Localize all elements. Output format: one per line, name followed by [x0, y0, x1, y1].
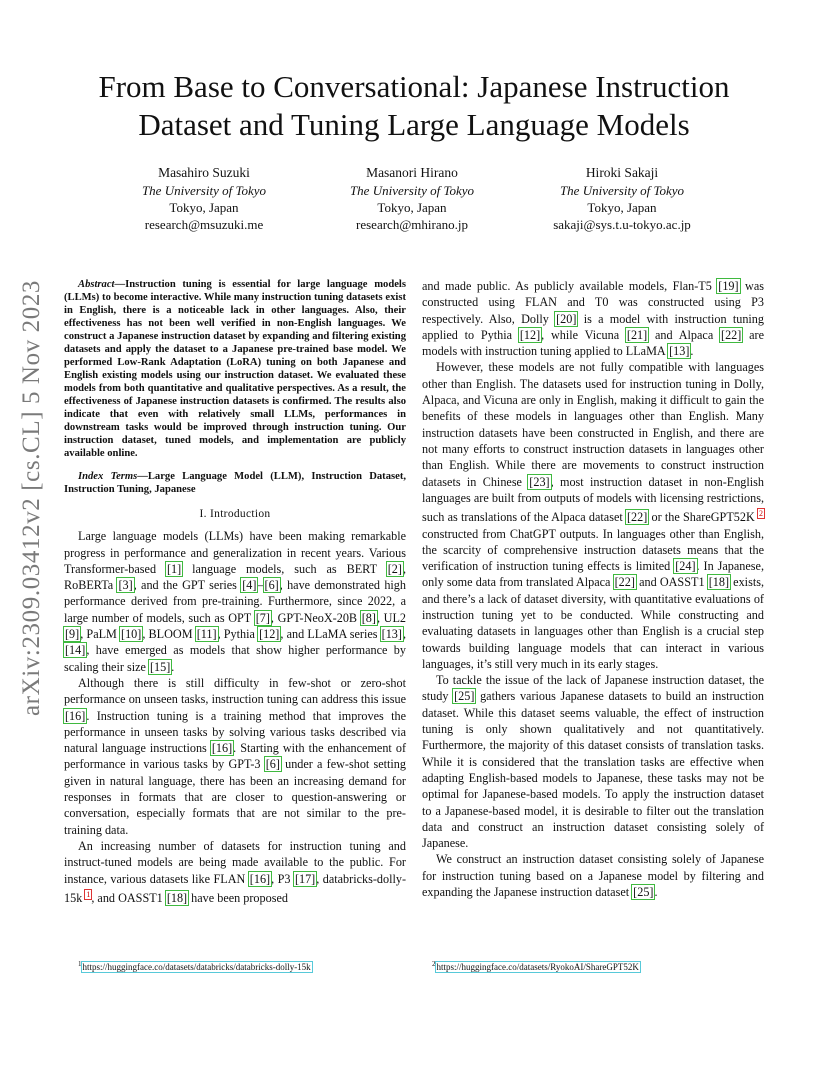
citation-link[interactable]: [23]	[529, 474, 550, 489]
author-1	[104, 164, 304, 233]
intro-paragraph-2	[64, 675, 406, 838]
citation-link[interactable]: [17]	[294, 871, 316, 886]
text: and Alpaca	[648, 327, 721, 342]
paper-title	[60, 68, 768, 144]
text: , and LLaMA series	[280, 627, 381, 642]
author-affiliation: The University of Tokyo	[559, 183, 685, 198]
footnote-link[interactable]: 1	[86, 889, 91, 899]
text: , P3	[271, 871, 294, 886]
citation-link[interactable]: [16]	[249, 871, 271, 886]
text: Although there is still difficulty in few-shot or zero-shot performance on unseen tasks, instruction tuning can address this issue	[64, 675, 406, 707]
citation-link[interactable]: [12]	[259, 627, 280, 642]
text: .	[654, 885, 658, 900]
footnote-mark: 2	[432, 960, 436, 968]
text: , and the GPT series	[133, 578, 242, 593]
citation-link[interactable]: [3]	[118, 578, 133, 593]
citation-link[interactable]: [6]	[264, 578, 279, 593]
text: , BLOOM	[142, 627, 196, 642]
text: An increasing number of datasets for instruction tuning and instruct-tuned models are being made available to the public. For instance, various datasets like FLAN	[64, 838, 406, 886]
text: was constructed using FLAN and T0 was constructed using P3 respectively. Also, Dolly	[422, 279, 764, 326]
text: , databricks-dolly-15k	[64, 871, 406, 905]
section-heading: I. Introduction	[199, 508, 271, 520]
author-affiliation: The University of Tokyo	[349, 183, 475, 198]
citation-link[interactable]: [18]	[708, 575, 730, 590]
footnote-url-link[interactable]: https://huggingface.co/datasets/databricks/databricks-dolly-15k	[82, 962, 311, 972]
author-name: Hiroki Sakaji	[585, 165, 659, 180]
citation-link[interactable]: [25]	[454, 689, 475, 704]
text: gathers various Japanese datasets to build an instruction dataset. While this dataset seems valuable, the effect of instruction tuning is only shown qualitatively and not quantitatively. Furthermore, the majority of this dataset consists of translation tasks. While it is considered that the translation tasks are effective when adapting English-based models to Japanese, these tasks may not be optimal for Japanese-based models. To apply the instruction dataset to a Japanese-based model, it is desirable to filter out the translation data and construct an instruction dataset consisting solely of Japanese.	[422, 689, 764, 851]
citation-link[interactable]: [4]	[242, 578, 257, 593]
author-name: Masanori Hirano	[366, 165, 458, 180]
text: constructed from ChatGPT outputs. In languages other than English, the scarcity of comprehensive instruction datasets means that the verification of instruction tuning effects is limited	[422, 526, 764, 574]
footnote-url-link[interactable]: https://huggingface.co/datasets/RyokoAI/ShareGPT52K	[436, 962, 639, 972]
text: and made public. As publicly available models, Flan-T5	[422, 279, 718, 293]
text: . Starting with the enhancement of performance in various tasks by GPT-3	[64, 741, 407, 772]
text: , GPT-NeoX-20B	[270, 610, 361, 625]
intro-paragraph-1	[64, 528, 406, 675]
intro-paragraph-4	[422, 278, 764, 359]
citation-link[interactable]: [1]	[166, 561, 182, 576]
text: exists, and there’s a lack of dataset diversity, with quantitative evaluations of instruction tuning yet to be conducted. While constructing and evaluating datasets in languages other than English is a crucial step towards building language models that can interact in various languages, it’s still very much in its early stages.	[422, 575, 764, 671]
text: have been proposed	[188, 890, 288, 905]
text: language models, such as BERT	[182, 561, 387, 576]
citation-link[interactable]: [10]	[121, 627, 142, 642]
text: , UL2	[376, 610, 406, 625]
text: Large language models (LLMs) have been making remarkable progress in performance and generalization in recent years. Various Transformer-based	[64, 529, 406, 576]
footnote-1	[78, 960, 312, 972]
citation-link[interactable]: [22]	[721, 327, 742, 342]
author-3	[522, 164, 722, 233]
text: , RoBERTa	[64, 561, 406, 593]
citation-link[interactable]: [11]	[196, 627, 217, 642]
author-name: Masahiro Suzuki	[158, 165, 250, 180]
text: is a model with instruction tuning applied to Pythia	[422, 311, 764, 342]
text: However, these models are not fully compatible with languages other than English. The datasets used for instruction tuning in Dolly, Alpaca, and Vicuna are only in English, making it difficult to gain the benefits of these models in languages other than English. Many instruction datasets have been constructed in English, and there are not many efforts to construct instruction datasets in languages other than English. While there are movements to construct instruction datasets in Chinese	[422, 360, 764, 489]
title-line-2: Dataset and Tuning Large Language Models	[138, 107, 690, 142]
citation-link[interactable]: [13]	[669, 344, 690, 359]
citation-link[interactable]: [16]	[211, 741, 233, 756]
citation-link[interactable]: [20]	[556, 311, 577, 326]
intro-paragraph-3	[64, 838, 406, 906]
text: .	[171, 659, 175, 674]
text: , have demonstrated high performance derived from pre-training. Furthermore, since 2022, a large number of models, such as OPT	[64, 578, 406, 625]
text: , most instruction dataset in non-English languages are built from outputs of models with licensing restrictions, such as translations of the Alpaca dataset	[422, 474, 764, 525]
text: , Pythia	[217, 627, 259, 642]
author-2	[312, 164, 512, 233]
text: are models with instruction tuning applied to LLaMA	[422, 327, 764, 359]
text: –	[257, 578, 264, 593]
author-location: Tokyo, Japan	[377, 200, 447, 215]
author-location: Tokyo, Japan	[169, 200, 239, 215]
text: , have emerged as models that show higher performance by scaling their size	[64, 643, 406, 674]
author-email: research@mhirano.jp	[356, 217, 468, 232]
text: under a few-shot setting given in natural language, there has been an increasing demand for responses in formats that are closer to question-answering or conversation, especially formats that are not similar to the pre-training data.	[64, 757, 406, 837]
text: or the ShareGPT52K	[648, 510, 758, 525]
index-terms-label: Index Terms	[78, 471, 138, 482]
title-line-1: From Base to Conversational: Japanese Instruction	[98, 69, 730, 104]
text: .	[690, 344, 694, 359]
citation-link[interactable]: [12]	[519, 327, 541, 342]
citation-link[interactable]: [22]	[626, 510, 648, 525]
citation-link[interactable]: [7]	[255, 610, 270, 625]
citation-link[interactable]: [22]	[614, 575, 635, 590]
abstract-label: Abstract	[78, 279, 115, 290]
footnote-mark: 1	[78, 960, 82, 968]
citation-link[interactable]: [6]	[265, 757, 280, 772]
footnote-link[interactable]: 2	[758, 509, 763, 519]
text: . In Japanese, only some data from translated Alpaca	[422, 559, 765, 590]
author-location: Tokyo, Japan	[587, 200, 657, 215]
abstract-text: —Instruction tuning is essential for large language models (LLMs) to become interactive. While many instruction tuning datasets exist in English, there is a noticeable lack in other languages. Also, their effectiveness has not been well verified in non-English languages. We construct a Japanese instruction dataset by expanding and filtering existing datasets and apply the dataset to a Japanese pre-trained base model. We performed Low-Rank Adaptation (LoRA) tuning on both Japanese and English existing models using our instruction dataset. We evaluated these models from both quantitative and qualitative perspectives. As a result, the effectiveness of Japanese instruction datasets is confirmed. The results also indicate that even with relatively small LLMs, performances in downstream tasks would be improved through instruction tuning. Our instruction dataset, tuned models, and implementation are publicly available online.	[64, 279, 406, 459]
author-affiliation: The University of Tokyo	[141, 183, 267, 198]
citation-link[interactable]: [8]	[361, 610, 376, 625]
text: . Instruction tuning is a training method that improves the performance in unseen tasks by solving various tasks described via natural language instructions	[64, 708, 406, 756]
index-terms-text: —Large Language Model (LLM), Instruction Dataset, Instruction Tuning, Japanese	[64, 471, 406, 495]
text: ,	[402, 627, 406, 642]
index-terms	[64, 470, 406, 496]
left-column	[64, 278, 406, 906]
text: , while Vicuna	[541, 327, 626, 342]
arxiv-identifier-sidebar	[12, 279, 52, 717]
citation-link[interactable]: [24]	[675, 559, 696, 574]
citation-link[interactable]: [13]	[381, 627, 402, 642]
citation-link[interactable]: [15]	[149, 659, 171, 674]
intro-paragraph-5	[422, 359, 764, 672]
author-email: research@msuzuki.me	[144, 217, 264, 232]
footnote-2	[432, 960, 640, 972]
text: , and OASST1	[91, 890, 166, 905]
citation-link[interactable]: [18]	[166, 890, 188, 905]
citation-link[interactable]: [14]	[65, 643, 86, 658]
text: To tackle the issue of the lack of Japanese instruction dataset, the study	[422, 673, 764, 704]
right-column	[422, 278, 764, 900]
author-email: sakaji@sys.t.u-tokyo.ac.jp	[553, 217, 691, 232]
citation-link[interactable]: [2]	[387, 561, 402, 576]
text: , PaLM	[80, 627, 121, 642]
citation-link[interactable]: [16]	[65, 708, 86, 723]
citation-link[interactable]: [21]	[626, 327, 648, 342]
text: and OASST1	[635, 575, 708, 590]
citation-link[interactable]: [19]	[718, 279, 739, 293]
citation-link[interactable]: [9]	[65, 627, 80, 642]
intro-paragraph-6	[422, 672, 764, 851]
abstract	[64, 278, 406, 460]
text: We construct an instruction dataset consisting solely of Japanese for instruction tuning based on a Japanese model by filtering and expanding the Japanese instruction dataset	[422, 852, 764, 900]
intro-paragraph-7	[422, 851, 764, 900]
arxiv-identifier: arXiv:2309.03412v2 [cs.CL] 5 Nov 2023	[18, 279, 45, 717]
citation-link[interactable]: [25]	[633, 885, 654, 900]
